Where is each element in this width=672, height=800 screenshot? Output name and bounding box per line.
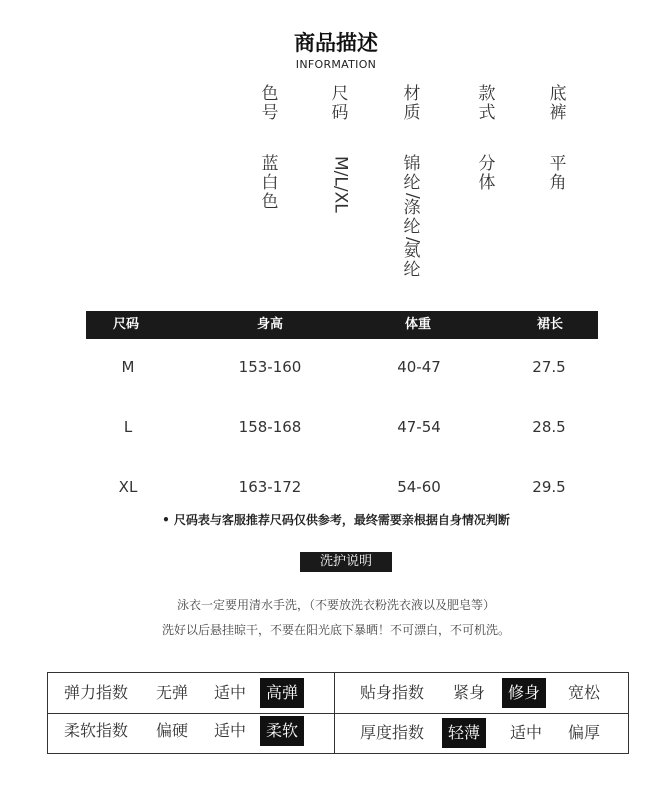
glyph: 分	[478, 154, 496, 174]
size-table-header	[86, 311, 598, 339]
row-m-length: 27.5	[532, 358, 566, 376]
material-sep-1: /	[402, 193, 423, 199]
index-divider-v	[334, 673, 335, 753]
glyph: 白	[261, 173, 279, 193]
softness-opt-1: 偏硬	[156, 721, 189, 740]
glyph: 号	[261, 103, 279, 123]
glyph: 色	[261, 192, 279, 212]
row-l-size: L	[123, 418, 133, 436]
header-weight: 体重	[404, 317, 431, 332]
row-xl-height: 163-172	[238, 478, 302, 496]
glyph: 码	[331, 103, 349, 123]
size-note: • 尺码表与客服推荐尺码仅供参考，最终需要亲根据自身情况判断	[162, 513, 510, 527]
header-skirt-length: 裙长	[536, 317, 563, 332]
glyph: 色	[261, 84, 279, 104]
glyph: 纶	[403, 260, 421, 281]
glyph: 纶	[403, 216, 421, 237]
glyph: 裤	[549, 103, 567, 123]
fit-opt-3: 宽松	[568, 683, 601, 702]
fit-label: 贴身指数	[360, 683, 425, 702]
row-l-length: 28.5	[532, 418, 566, 436]
softness-opt-3-selected: 柔软	[260, 716, 304, 746]
elasticity-opt-1: 无弹	[156, 683, 189, 702]
row-xl-size: XL	[118, 478, 138, 496]
thickness-opt-1-selected: 轻薄	[442, 718, 486, 748]
glyph: 款	[478, 84, 496, 104]
attr-label-size	[326, 85, 354, 123]
glyph: 底	[549, 84, 567, 104]
glyph: 蓝	[261, 154, 279, 174]
glyph: 质	[403, 103, 421, 123]
material-sep-2: /	[402, 236, 423, 243]
attr-value-size	[326, 156, 354, 213]
attr-label-material	[398, 85, 426, 123]
index-divider-h	[48, 713, 628, 714]
attr-label-style	[473, 85, 501, 123]
care-line-1: 泳衣一定要用清水手洗，（不要放洗衣粉洗衣液以及肥皂等）	[176, 598, 495, 612]
row-m-height: 153-160	[238, 358, 302, 376]
index-table	[47, 672, 629, 754]
row-m-weight: 40-47	[397, 358, 441, 376]
care-title: 洗护说明	[300, 552, 392, 572]
attr-label-bottom	[544, 85, 572, 123]
glyph: 体	[478, 173, 496, 193]
row-l-weight: 47-54	[397, 418, 441, 436]
attr-label-color	[256, 85, 284, 123]
glyph: 材	[403, 84, 421, 104]
attr-value-bottom	[544, 155, 572, 193]
elasticity-opt-3-selected: 高弹	[260, 678, 304, 708]
material-part-1	[398, 155, 426, 193]
material-part-3	[398, 242, 426, 280]
attr-value-material	[398, 155, 426, 280]
fit-opt-1: 紧身	[453, 683, 486, 702]
thickness-opt-3: 偏厚	[568, 723, 601, 742]
softness-opt-2: 适中	[214, 721, 247, 740]
glyph: 涤	[403, 197, 421, 218]
row-l-height: 158-168	[238, 418, 302, 436]
row-xl-length: 29.5	[532, 478, 566, 496]
fit-opt-2-selected: 修身	[502, 678, 546, 708]
elasticity-label: 弹力指数	[64, 683, 129, 702]
glyph: 式	[478, 103, 496, 123]
attr-value-size-text: M/L/XL	[330, 156, 351, 213]
softness-label: 柔软指数	[64, 721, 129, 740]
header-size: 尺码	[112, 317, 139, 332]
material-part-2	[398, 199, 426, 237]
attr-value-style	[473, 155, 501, 193]
thickness-opt-2: 适中	[510, 723, 543, 742]
row-m-size: M	[121, 358, 135, 376]
elasticity-opt-2: 适中	[214, 683, 247, 702]
glyph: 平	[549, 154, 567, 174]
thickness-label: 厚度指数	[360, 723, 425, 742]
row-xl-weight: 54-60	[397, 478, 441, 496]
care-line-2: 洗好以后悬挂晾干，不要在阳光底下暴晒！不可漂白，不可机洗。	[161, 623, 510, 637]
glyph: 锦	[403, 154, 421, 174]
glyph: 氨	[403, 241, 421, 262]
glyph: 纶	[403, 173, 421, 193]
glyph: 角	[549, 173, 567, 193]
page-subtitle: INFORMATION	[295, 58, 377, 71]
page-title: 商品描述	[294, 31, 378, 55]
header-height: 身高	[256, 317, 283, 332]
glyph: 尺	[331, 84, 349, 104]
attr-value-color	[256, 155, 284, 212]
